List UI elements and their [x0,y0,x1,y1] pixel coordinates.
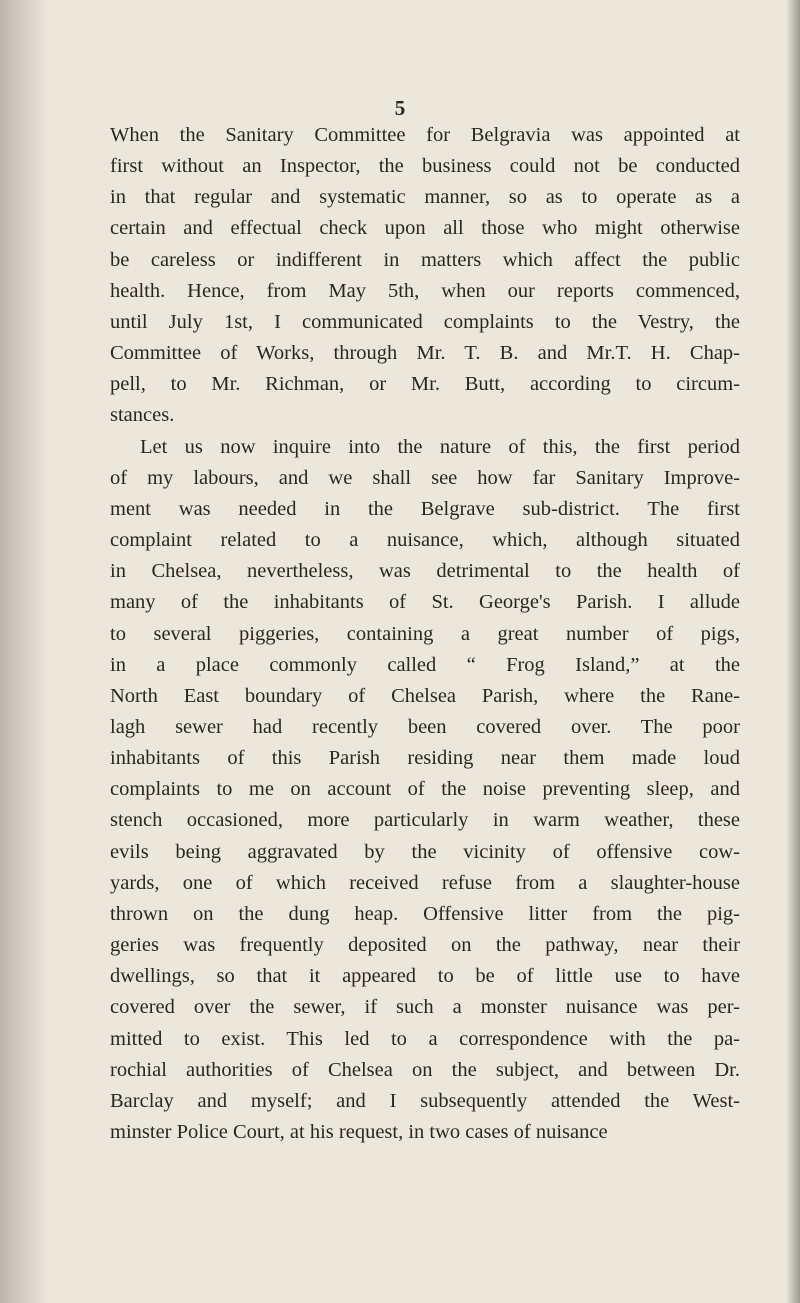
text-line: be careless or indifferent in matters which affect the public [110,248,740,271]
text-line: North East boundary of Chelsea Parish, where the Rane- [110,684,740,707]
text-line: evils being aggravated by the vicinity of offensive cow- [110,840,740,863]
text-line: ment was needed in the Belgrave sub-district. The first [110,497,740,520]
text-line: in Chelsea, nevertheless, was detrimental to the health of [110,560,740,583]
page-number: 5 [394,96,406,120]
text-line: inhabitants of this Parish residing near them made loud [110,747,740,770]
text-line: dwellings, so that it appeared to be of little use to have [110,965,740,988]
text-line: pell, to Mr. Richman, or Mr. Butt, according to circum- [110,373,740,396]
text-line: many of the inhabitants of St. George's Parish. I allude [110,591,740,614]
text-line: Committee of Works, through Mr. T. B. and Mr.T. H. Chap- [110,342,740,365]
text-line: Let us now inquire into the nature of this, the first period [140,435,740,458]
text-line: covered over the sewer, if such a monster nuisance was per- [110,996,740,1019]
text-line: thrown on the dung heap. Offensive litter from the pig- [110,902,740,925]
text-line: geries was frequently deposited on the pathway, near their [110,934,740,957]
text-line: complaint related to a nuisance, which, although situated [110,529,740,552]
text-line: When the Sanitary Committee for Belgravia was appointed at [110,124,740,146]
text-line: until July 1st, I communicated complaints to the Vestry, the [110,310,740,333]
text-line: of my labours, and we shall see how far Sanitary Improve- [110,466,740,489]
text-line: mitted to exist. This led to a correspondence with the pa- [110,1027,740,1050]
text-line: stench occasioned, more particularly in warm weather, these [110,809,740,832]
text-line: rochial authorities of Chelsea on the subject, and between Dr. [110,1058,740,1081]
text-line: stances. [110,404,175,427]
text-line: in that regular and systematic manner, so as to operate as a [110,186,740,209]
page-left-shadow [0,0,48,1303]
page-right-edge [786,0,800,1303]
text-line: minster Police Court, at his request, in two cases of nuisance [110,1121,608,1143]
text-line: certain and effectual check upon all those who might otherwise [110,217,740,240]
text-line: in a place commonly called “ Frog Island,” at the [110,653,740,676]
text-line: Barclay and myself; and I subsequently attended the West- [110,1089,740,1112]
text-line: health. Hence, from May 5th, when our reports commenced, [110,279,740,302]
text-line: first without an Inspector, the business could not be conducted [110,155,740,178]
text-line: to several piggeries, containing a great number of pigs, [110,622,740,645]
text-line: complaints to me on account of the noise preventing sleep, and [110,778,740,801]
body-text [110,120,740,1148]
text-line: lagh sewer had recently been covered over. The poor [110,715,740,738]
text-line: yards, one of which received refuse from a slaughter-house [110,871,740,894]
